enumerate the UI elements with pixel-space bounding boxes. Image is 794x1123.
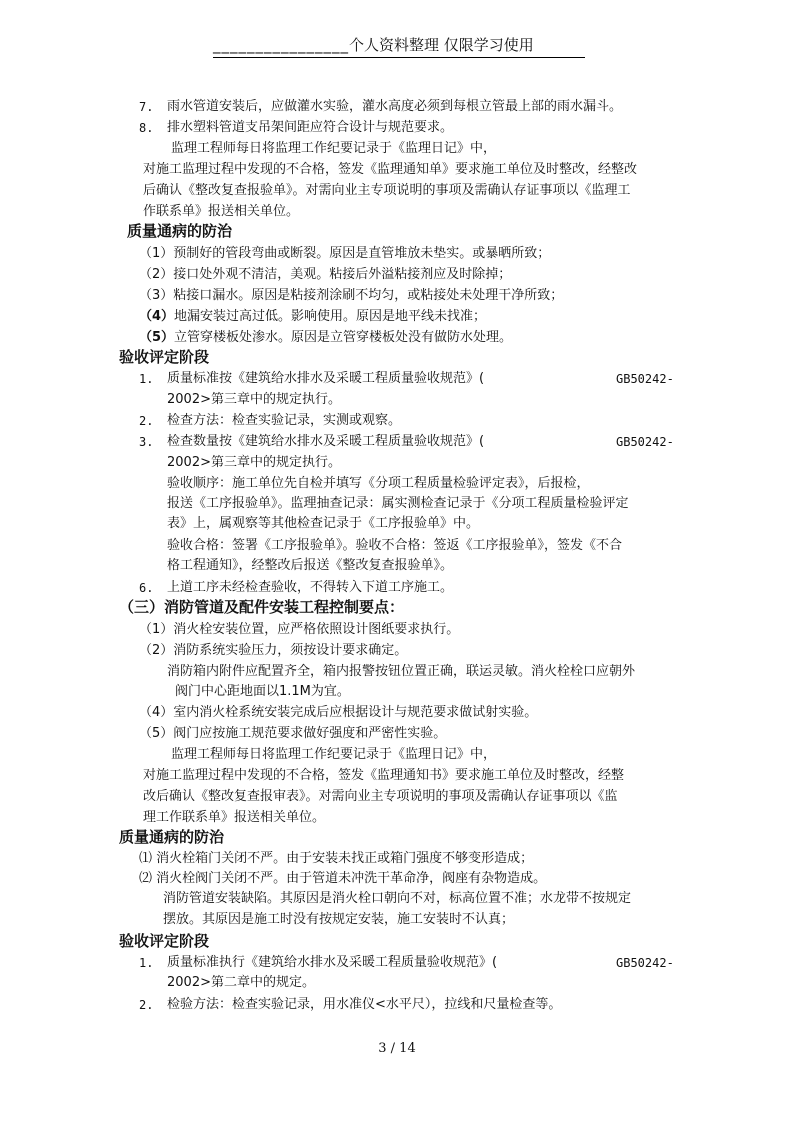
page-number: 3 / 14 [378, 1041, 416, 1056]
item-text: 验收顺序：施工单位先自检并填写《分项工程质量检验评定表》，后报检， [167, 476, 590, 491]
fire-item: 阀门中心距地面以1.1M为宜。 [175, 684, 350, 699]
fire-item: （2）消防系统实验压力，须按设计要求确定。 [139, 643, 408, 658]
defect-item: （2）接口处外观不清洁，美观。粘接后外溢粘接剂应及时除掉； [139, 267, 512, 282]
fire-item: （5）阀门应按施工规范要求做好强度和严密性实验。 [139, 726, 447, 741]
paragraph-line: 监理工程师每日将监理工作纪要记录于《监理日记》中， [171, 747, 497, 762]
standard-code: GB50242- [616, 372, 674, 386]
section-heading: （三）消防管道及配件安装工程控制要点： [119, 598, 405, 616]
fire-item: （1）消火栓安装位置，应严格依照设计图纸要求执行。 [139, 622, 460, 637]
item-number: 2. [139, 998, 154, 1012]
defect-item: ⑵ 消火栓阀门关闭不严。由于管道未冲洗干革命净，阀座有杂物造成。 [139, 871, 547, 886]
item-number: 3. [139, 435, 154, 449]
section-heading: 质量通病的防治 [119, 828, 225, 846]
item-text: 上道工序未经检查验收，不得转入下道工序施工。 [167, 580, 454, 595]
defect-text: 立管穿楼板处渗水。原因是立管穿楼板处没有做防水处理。 [174, 330, 513, 345]
item-number: 2. [139, 414, 154, 428]
paragraph-line: 理工作联系单》报送相关单位。 [143, 810, 326, 825]
item-text: 质量标准按《建筑给水排水及采暖工程质量验收规范》( [167, 371, 485, 386]
header-dashes: ________________ [213, 36, 349, 54]
defect-item: （3）粘接口漏水。原因是粘接剂涂刷不均匀，或粘接处未处理干净所致； [139, 288, 564, 303]
defect-item [139, 307, 486, 327]
defect-number: （4） [139, 309, 175, 324]
standard-code: GB50242- [616, 956, 674, 970]
item-text: 雨水管道安装后，应做灌水实验，灌水高度必须到每根立管最上部的雨水漏斗。 [167, 99, 623, 114]
defect-item: 消防管道安装缺陷。其原因是消火栓口朝向不对，标高位置不准；水龙带不按规定 [163, 891, 632, 906]
item-text: 质量标准执行《建筑给水排水及采暖工程质量验收规范》( [167, 955, 498, 970]
item-text: 格工程通知》，经整改后报送《整改复查报验单》。 [167, 558, 454, 573]
defect-text: 地漏安装过高过低。影响使用。原因是地平线未找准； [174, 309, 487, 324]
item-text: 报送《工序报验单》。监理抽查记录：属实测检查记录于《分项工程质量检验评定 [167, 496, 629, 511]
defect-item [139, 328, 512, 348]
item-text: 表》上，属观察等其他检查记录于《工序报验单》中。 [167, 516, 480, 531]
header-text: 个人资料整理 仅限学习使用 [349, 36, 534, 54]
item-number: 1. [139, 372, 154, 386]
paragraph-line: 作联系单》报送相关单位。 [143, 204, 300, 219]
fire-item: 消防箱内附件应配置齐全，箱内报警按钮位置正确，联运灵敏。消火栓栓口应朝外 [167, 664, 636, 679]
defect-item: 摆放。其原因是施工时没有按规定安装，施工安装时不认真； [163, 912, 515, 927]
header-rule [213, 57, 585, 58]
section-heading: 质量通病的防治 [127, 222, 233, 240]
item-text: 2002>第三章中的规定执行。 [167, 455, 341, 470]
section-heading: 验收评定阶段 [119, 932, 210, 950]
fire-item: （4）室内消火栓系统安装完成后应根据设计与规范要求做试射实验。 [139, 705, 538, 720]
item-text: 2002>第三章中的规定执行。 [167, 392, 341, 407]
item-number: 6. [139, 581, 154, 595]
paragraph-line: 对施工监理过程中发现的不合格，签发《监理通知书》要求施工单位及时整改，经整 [143, 768, 625, 783]
section-heading: 验收评定阶段 [119, 348, 210, 366]
item-text: 验收合格：签署《工序报验单》。验收不合格：签返《工序报验单》，签发《不合 [167, 538, 623, 553]
paragraph-line: 监理工程师每日将监理工作纪要记录于《监理日记》中， [171, 141, 497, 156]
item-number: 8. [139, 121, 154, 135]
defect-number: （5） [139, 330, 175, 345]
paragraph-line: 改后确认《整改复查报审表》。对需向业主专项说明的事项及需确认存证事项以《监 [143, 789, 618, 804]
paragraph-line: 后确认《整改复查报验单》。对需向业主专项说明的事项及需确认存证事项以《监理工 [143, 183, 631, 198]
defect-item: （1）预制好的管段弯曲或断裂。原因是直管堆放未垫实。或暴晒所致； [139, 246, 551, 261]
page-header [213, 34, 585, 56]
item-number: 1. [139, 956, 154, 970]
item-text: 检验方法：检查实验记录，用水准仪<水平尺），拉线和尺量检查等。 [167, 997, 562, 1012]
item-number: 7. [139, 100, 154, 114]
paragraph-line: 对施工监理过程中发现的不合格，签发《监理通知单》要求施工单位及时整改，经整改 [143, 162, 638, 177]
standard-code: GB50242- [616, 435, 674, 449]
item-text: 排水塑料管道支吊架间距应符合设计与规范要求。 [167, 120, 454, 135]
item-text: 2002>第二章中的规定。 [167, 975, 315, 990]
item-text: 检查数量按《建筑给水排水及采暖工程质量验收规范》( [167, 434, 485, 449]
item-text: 检查方法：检查实验记录，实测或观察。 [167, 413, 402, 428]
defect-item: ⑴ 消火栓箱门关闭不严。由于安装未找正或箱门强度不够变形造成； [139, 851, 534, 866]
